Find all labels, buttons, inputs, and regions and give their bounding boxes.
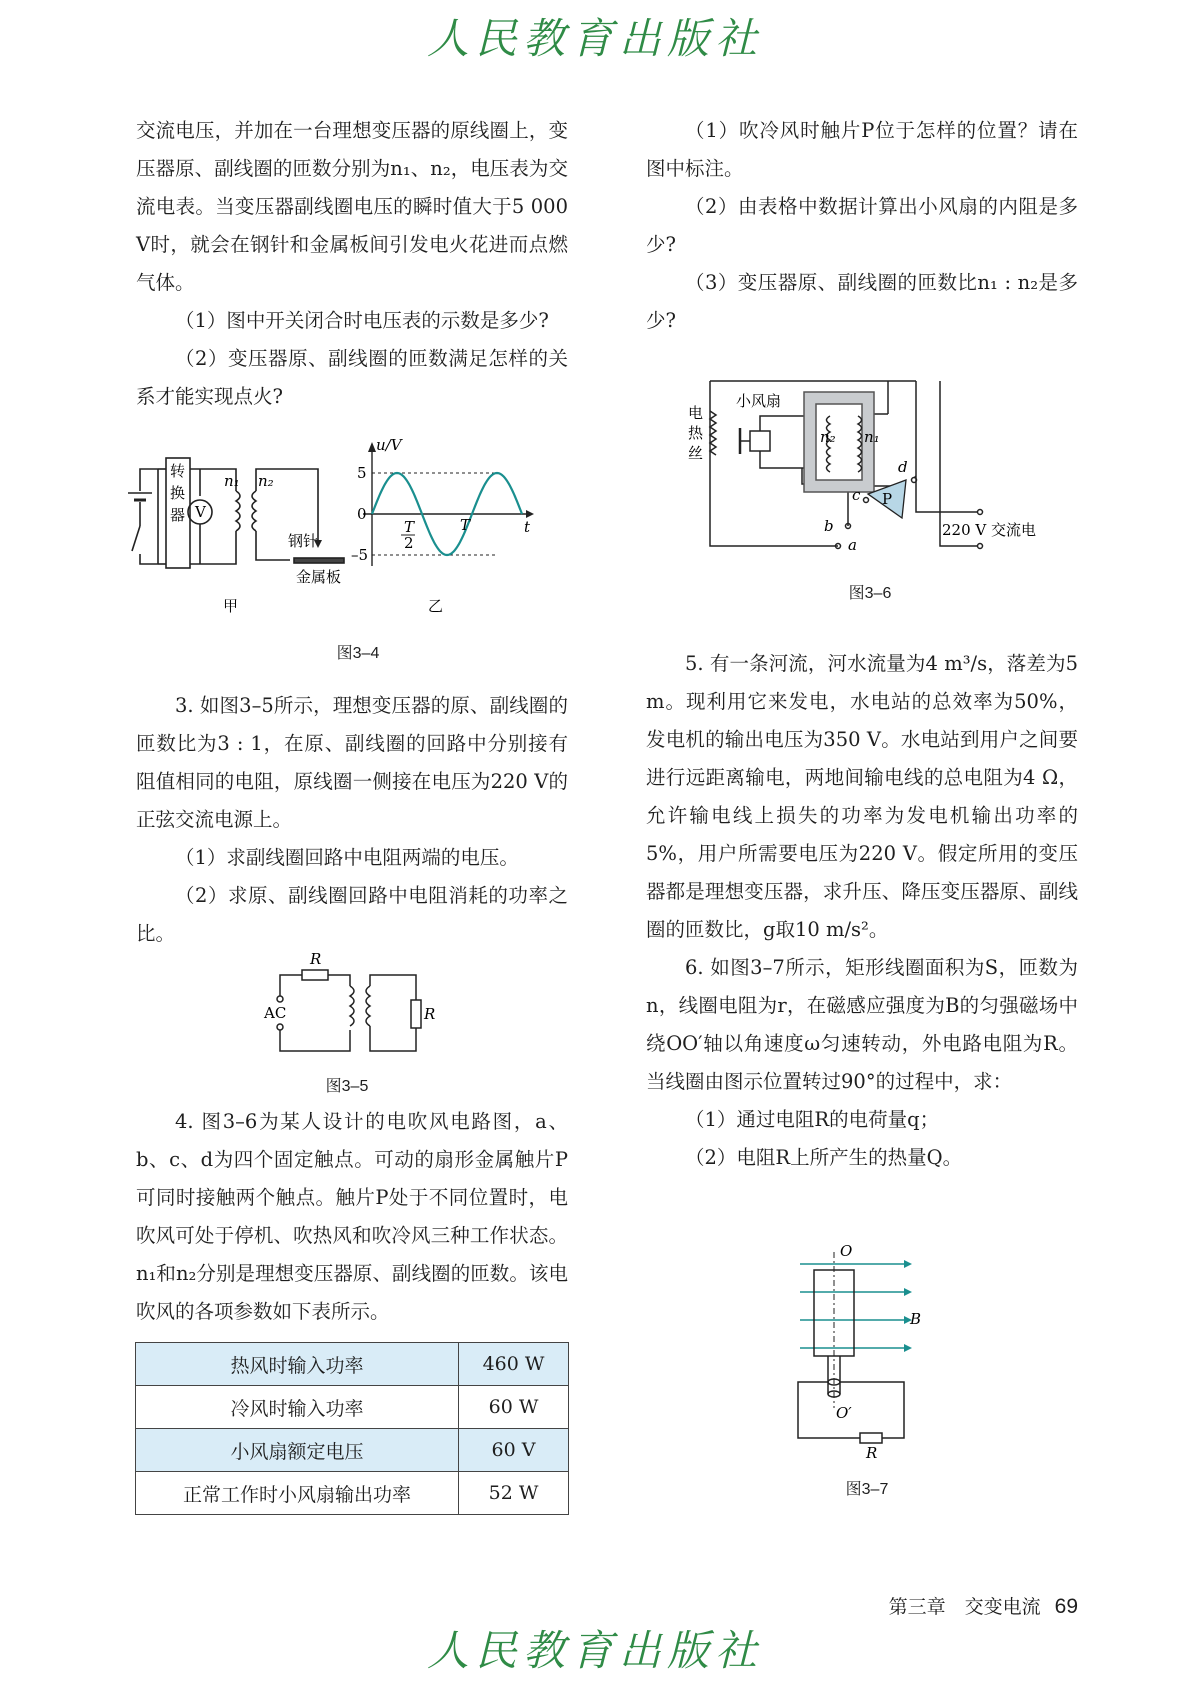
voltmeter-label: V — [195, 503, 206, 521]
paragraph: （2）由表格中数据计算出小风扇的内阻是多少? — [646, 195, 1078, 256]
axis-o-prime-label: O′ — [836, 1404, 852, 1422]
right-column-top — [646, 112, 1078, 340]
heater-label: 电 — [688, 404, 704, 422]
left-column-top — [136, 112, 568, 416]
resistor-label: R — [424, 1005, 436, 1023]
converter-label: 转 — [170, 462, 186, 480]
y-axis-label: u/V — [376, 436, 402, 454]
publisher-logo-bottom: 人民教育出版社 — [426, 1626, 763, 1675]
converter-label: 换 — [170, 484, 186, 502]
contact-a-label: a — [848, 536, 857, 554]
figure-caption: 图3–4 — [336, 645, 380, 662]
table-row: 小风扇额定电压 60 V — [136, 1429, 569, 1472]
paragraph: （2）变压器原、副线圈的匝数满足怎样的关系才能实现点火? — [136, 347, 568, 408]
resistor-label: R — [310, 950, 322, 968]
contact-c-label: c — [852, 486, 861, 504]
n2-label: n₂ — [820, 428, 836, 446]
page-footer — [889, 1592, 1078, 1619]
x-axis-label: t — [524, 518, 531, 536]
right-column-middle — [646, 645, 1078, 1177]
paragraph: （1）图中开关闭合时电压表的示数是多少? — [175, 309, 549, 332]
paragraph: （1）通过电阻R的电荷量q； — [685, 1108, 940, 1131]
axis-o-label: O — [840, 1242, 853, 1260]
figure-caption: 图3–6 — [848, 585, 892, 602]
heater-label: 热 — [688, 424, 704, 442]
paragraph: 4. 图3–6为某人设计的电吹风电路图，a、b、c、d为四个固定触点。可动的扇形金属触片P可同时接触两个触点。触片P处于不同位置时，电吹风可处于停机、吹热风和吹冷风三种工作状态。n₁和n₂分别是理想变压器原、副线圈的匝数。该电吹风的各项参数如下表所示。 — [136, 1110, 568, 1323]
paragraph: 交流电压，并加在一台理想变压器的原线圈上，变压器原、副线圈的匝数分别为n₁、n₂，电压表为交流电表。当变压器副线圈电压的瞬时值大于5 000 V时，就会在钢针和金属板间引发电火花进而点燃气体。 — [136, 119, 568, 294]
table-row: 正常工作时小风扇输出功率 52 W — [136, 1472, 569, 1515]
parameter-table — [135, 1342, 569, 1515]
paragraph: 3. 如图3–5所示，理想变压器的原、副线圈的匝数比为3 : 1，在原、副线圈的回路中分别接有阻值相同的电阻，原线圈一侧接在电压为220 V的正弦交流电源上。 — [136, 694, 568, 831]
heater-label: 丝 — [688, 444, 704, 462]
chapter-title: 第三章 交变电流 — [888, 1597, 1041, 1618]
tick-label: T — [460, 516, 471, 534]
left-column-middle — [136, 687, 568, 953]
table-row: 热风时输入功率 460 W — [136, 1343, 569, 1386]
contact-d-label: d — [898, 458, 908, 476]
converter-label: 器 — [170, 506, 186, 524]
tick-label: –5 — [351, 546, 369, 564]
n1-label: n₁ — [224, 472, 240, 490]
figure-3-6 — [680, 376, 1060, 556]
tick-label: 5 — [357, 464, 367, 482]
n2-label: n₂ — [258, 472, 274, 490]
sub-label-jia: 甲 — [223, 597, 239, 615]
resistor-label: R — [866, 1444, 878, 1462]
n1-label: n₁ — [864, 428, 880, 446]
contact-b-label: b — [824, 517, 834, 535]
fan-label: 小风扇 — [736, 392, 782, 410]
sub-label-yi: 乙 — [428, 597, 444, 615]
paragraph: （1）吹冷风时触片P位于怎样的位置？请在图中标注。 — [646, 119, 1078, 180]
publisher-logo-top: 人民教育出版社 — [426, 14, 763, 63]
slider-p-label: P — [882, 490, 893, 508]
figure-caption: 图3–5 — [325, 1078, 369, 1095]
ac-source-label: AC — [264, 1004, 287, 1022]
paragraph: （2）电阻R上所产生的热量Q。 — [685, 1146, 963, 1169]
plate-label: 金属板 — [296, 568, 342, 586]
needle-label: 钢针 — [288, 532, 319, 550]
figure-3-4 — [128, 436, 588, 626]
paragraph: 6. 如图3–7所示，矩形线圈面积为S，匝数为n，线圈电阻为r，在磁感应强度为B的匀强磁场中绕OO′轴以角速度ω匀速转动，外电路电阻为R。当线圈由图示位置转过90°的过程中，求： — [646, 956, 1078, 1093]
paragraph: 5. 有一条河流，河水流量为4 m³/s，落差为5 m。现利用它来发电，水电站的总效率为50%，发电机的输出电压为350 V。水电站到用户之间要进行远距离输电，两地间输电线的总电阻为4 Ω，允许输电线上损失的功率为发电机输出功率的5%，用户所需要电压为220 V。假定所用的变压器都是理想变压器，求升压、降压变压器原、副线圈的匝数比，g取10 m/s²。 — [646, 652, 1078, 941]
figure-3-5 — [262, 948, 436, 1058]
table-row: 冷风时输入功率 60 W — [136, 1386, 569, 1429]
figure-caption: 图3–7 — [845, 1481, 889, 1498]
left-column-bottom — [136, 1103, 568, 1331]
tick-label: 0 — [357, 505, 367, 523]
supply-label: 220 V 交流电 — [942, 521, 1036, 539]
paragraph: （1）求副线圈回路中电阻两端的电压。 — [175, 846, 519, 869]
paragraph: （3）变压器原、副线圈的匝数比n₁ : n₂是多少? — [646, 271, 1078, 332]
tick-label: T — [404, 518, 415, 536]
page-number: 69 — [1054, 1595, 1078, 1618]
figure-3-7 — [792, 1242, 942, 1462]
field-b-label: B — [910, 1310, 922, 1328]
tick-label: 2 — [404, 534, 414, 552]
paragraph: （2）求原、副线圈回路中电阻消耗的功率之比。 — [136, 884, 568, 945]
